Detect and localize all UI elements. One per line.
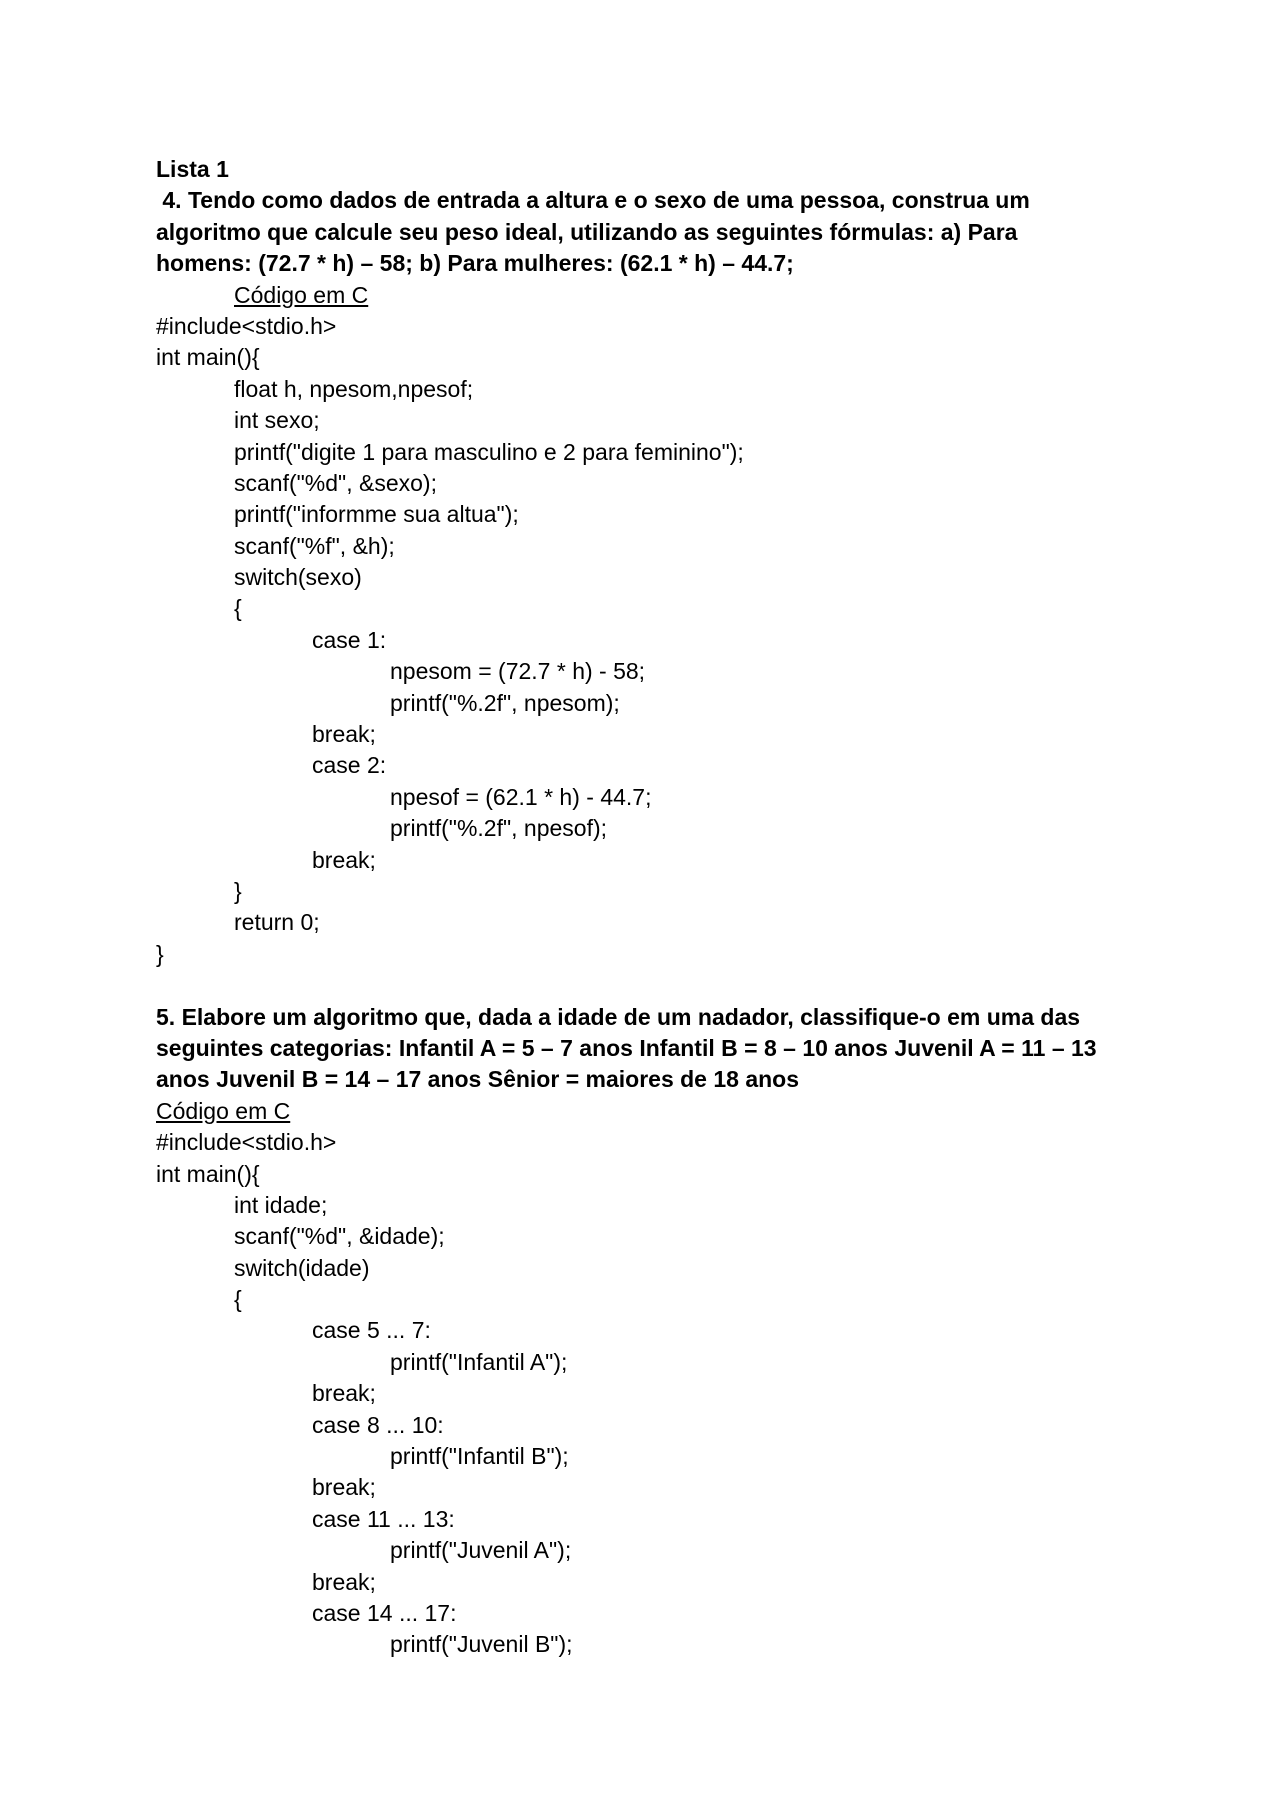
code-line: case 8 ... 10: xyxy=(312,1411,444,1438)
code-line: case 11 ... 13: xyxy=(312,1505,455,1532)
q5-text-line: anos Juvenil B = 14 – 17 anos Sênior = maiores de 18 anos xyxy=(156,1066,800,1093)
q4-text-line: 4. Tendo como dados de entrada a altura e o sexo de uma pessoa, construa um xyxy=(156,187,1030,214)
code-line: printf("%.2f", npesof); xyxy=(390,815,608,842)
code-line: printf("Juvenil B"); xyxy=(390,1631,573,1658)
code-line: float h, npesom,npesof; xyxy=(234,375,474,402)
code-line: scanf("%f", &h); xyxy=(234,532,395,559)
code-line: break; xyxy=(312,846,376,873)
code-line: break; xyxy=(312,1380,376,1407)
code-line: int main(){ xyxy=(156,344,260,371)
q5-text-line: 5. Elabore um algoritmo que, dada a idade de um nadador, classifique-o em uma das xyxy=(156,1003,1081,1030)
document-title: Lista 1 xyxy=(156,156,229,182)
q4-text-line: homens: (72.7 * h) – 58; b) Para mulheres: (62.1 * h) – 44.7; xyxy=(156,250,794,277)
code-line: printf("Juvenil A"); xyxy=(390,1537,572,1564)
code-line: #include<stdio.h> xyxy=(156,1129,337,1156)
code-line: printf("Infantil B"); xyxy=(390,1443,569,1470)
code-line: npesof = (62.1 * h) - 44.7; xyxy=(390,783,652,810)
code-line: switch(idade) xyxy=(234,1254,370,1281)
code-line: int idade; xyxy=(234,1191,328,1218)
code-line: { xyxy=(234,1286,242,1313)
code-line: npesom = (72.7 * h) - 58; xyxy=(390,658,646,685)
code-line: case 5 ... 7: xyxy=(312,1317,431,1344)
paragraph-spacer xyxy=(156,970,1156,1001)
code-line: case 2: xyxy=(312,752,387,779)
code-line: int sexo; xyxy=(234,407,320,434)
code-line: break; xyxy=(312,721,376,748)
code-line: printf("Infantil A"); xyxy=(390,1348,568,1375)
code-line: return 0; xyxy=(234,909,320,936)
code-line: case 1: xyxy=(312,626,387,653)
document-page xyxy=(156,154,1156,1661)
code-line: case 14 ... 17: xyxy=(312,1599,457,1626)
q4-code-heading: Código em C xyxy=(234,281,369,308)
code-line: scanf("%d", &idade); xyxy=(234,1223,445,1250)
code-line: #include<stdio.h> xyxy=(156,312,337,339)
q5-code-heading: Código em C xyxy=(156,1097,291,1124)
code-line: printf("%.2f", npesom); xyxy=(390,689,620,716)
code-line: scanf("%d", &sexo); xyxy=(234,469,437,496)
code-line: { xyxy=(234,595,242,622)
code-line: break; xyxy=(312,1568,376,1595)
q4-text-line: algoritmo que calcule seu peso ideal, utilizando as seguintes fórmulas: a) Para xyxy=(156,218,1018,245)
code-line: int main(){ xyxy=(156,1160,260,1187)
code-line: break; xyxy=(312,1474,376,1501)
code-line: } xyxy=(156,940,164,967)
code-line: switch(sexo) xyxy=(234,564,362,591)
code-line: printf("digite 1 para masculino e 2 para feminino"); xyxy=(234,438,744,465)
code-line: } xyxy=(234,877,242,904)
q5-text-line: seguintes categorias: Infantil A = 5 – 7 anos Infantil B = 8 – 10 anos Juvenil A = 11 – 13 xyxy=(156,1034,1097,1061)
code-line: printf("informme sua altua"); xyxy=(234,501,519,528)
